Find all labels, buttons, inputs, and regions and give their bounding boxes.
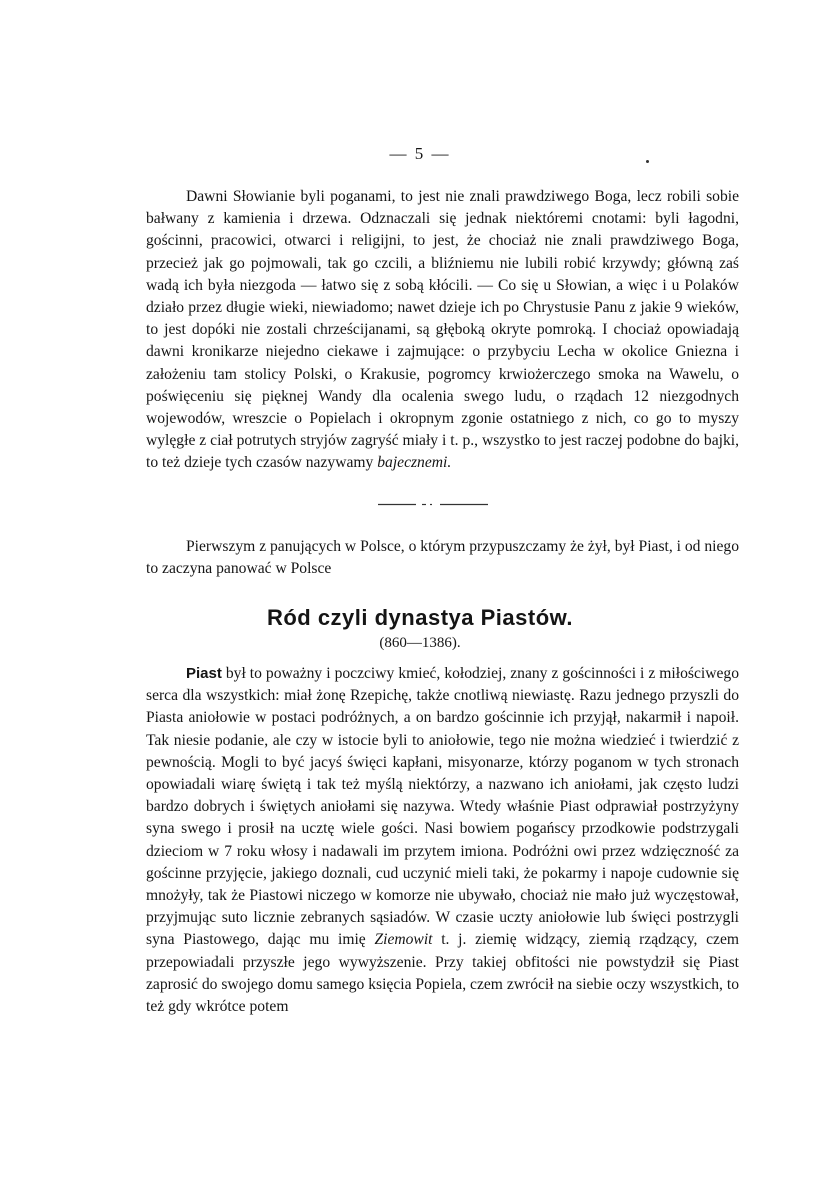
chapter-dates: (860—1386). xyxy=(379,635,461,651)
page-number: — 5 — xyxy=(389,144,451,163)
piast-paragraph-body-b: t. j. ziemię widzący, ziemią rządzący, czem przepowiadali przyszłe jego wywyższenie. Przy takiej obfitości nie powstydził się Piast zaprosić do swojego domu samego księcia Popiela, czem zwrócił na siebie oczy wszystkich, to też gdy wkrótce potem xyxy=(146,931,739,1016)
piast-paragraph xyxy=(146,663,739,1018)
print-speck xyxy=(646,160,649,163)
intro-paragraph-body: Dawni Słowianie byli poganami, to jest nie znali prawdziwego Boga, lecz robili sobie bałwany z kamienia i drzewa. Odznaczali się jednak niektóremi cnotami: byli łagodni, gościnni, pracowici, otwarci i religijni, to jest, że chociaż nie znali prawdziwego Boga, przecież jak go pojmowali, tak go czcili, a bliźniemu nie lubili robić krzywdy; główną zaś wadą ich była niezgoda — łatwo się z sobą kłócili. — Co się u Słowian, a więc i u Polaków działo przez długie wieki, niewiadomo; nawet dzieje ich po Chrystusie Panu z jakie 9 wieków, to jest dopóki nie zostali chrześcijanami, są głęboką okryte pomroką. I chociaż opowiadają dawni kronikarze niejedno ciekawe i zajmujące: o przybyciu Lecha w okolice Gniezna i założeniu tam stolicy Polski, o Krakusie, pogromcy krwiożerczego smoka na Wawelu, o poświęceniu się pięknej Wandy dla ocalenia swego ludu, o rządach 12 niezgodnych wojewodów, wreszcie o Popielach i okropnym zgonie ostatniego z nich, co go to myszy wylęgłe z ciał potrutych stryjów zagryść miały i t. p., wszystko to jest raczej podobne do bajki, to też dzieje tych czasów nazywamy xyxy=(146,188,739,472)
intro-paragraph-text xyxy=(146,186,739,475)
section-divider xyxy=(378,503,488,506)
chapter-title: Ród czyli dynastya Piastów. xyxy=(266,605,574,630)
piast-paragraph-text xyxy=(146,663,739,1018)
transition-paragraph-text: Pierwszym z panujących w Polsce, o którym przypuszczamy że żył, był Piast, i od niego to zaczyna panować w Polsce xyxy=(146,538,740,578)
piast-paragraph-emphasis: Ziemowit xyxy=(374,931,433,949)
piast-paragraph-body-a: był to poważny i poczciwy kmieć, kołodziej, znany z gościnności i z miłościwego serca dla wszystkich: miał żonę Rzepichę, także cnotliwą niewiastę. Razu jednego przyszli do Piasta aniołowie w postaci podróżnych, a on bardzo gościnnie ich przyjął, nakarmił i napoił. Tak niesie podanie, ale czy w istocie byli to aniołowie, tego nie można wiedzieć i twierdzić z pewnością. Mogli to być jacyś święci kapłani, misyonarze, którzy poganom w tych stronach opowiadali wiarę świętą i tak też myślą niektórzy, a nazwano ich aniołami, jak często ludzi bardzo dobrych i świętych aniołami się nazywa. Wtedy właśnie Piast odprawiał postrzyżyny syna swego i prosił na ucztę wiele gości. Nasi bowiem pogańscy przodkowie podstrzygali dzieciom w 7 roku włosy i nadawali im przytem imiona. Podróżni owi przez wdzięczność za gościnne przyjęcie, jakiego doznali, cud uczynić mieli taki, że pokarmy i napoje cudownie się mnożyły, tak że Piastowi niczego w komorze nie ubywało, chociaż nie mało już wyczęstował, przyjmując suto licznie zebranych sąsiadów. W czasie uczty aniołowie lub święci postrzygli syna Piastowego, dając mu imię xyxy=(146,665,739,949)
transition-paragraph xyxy=(146,536,739,580)
intro-paragraph xyxy=(146,186,739,475)
piast-name: Piast xyxy=(186,665,222,682)
intro-paragraph-emphasis: bajecznemi. xyxy=(377,454,452,472)
